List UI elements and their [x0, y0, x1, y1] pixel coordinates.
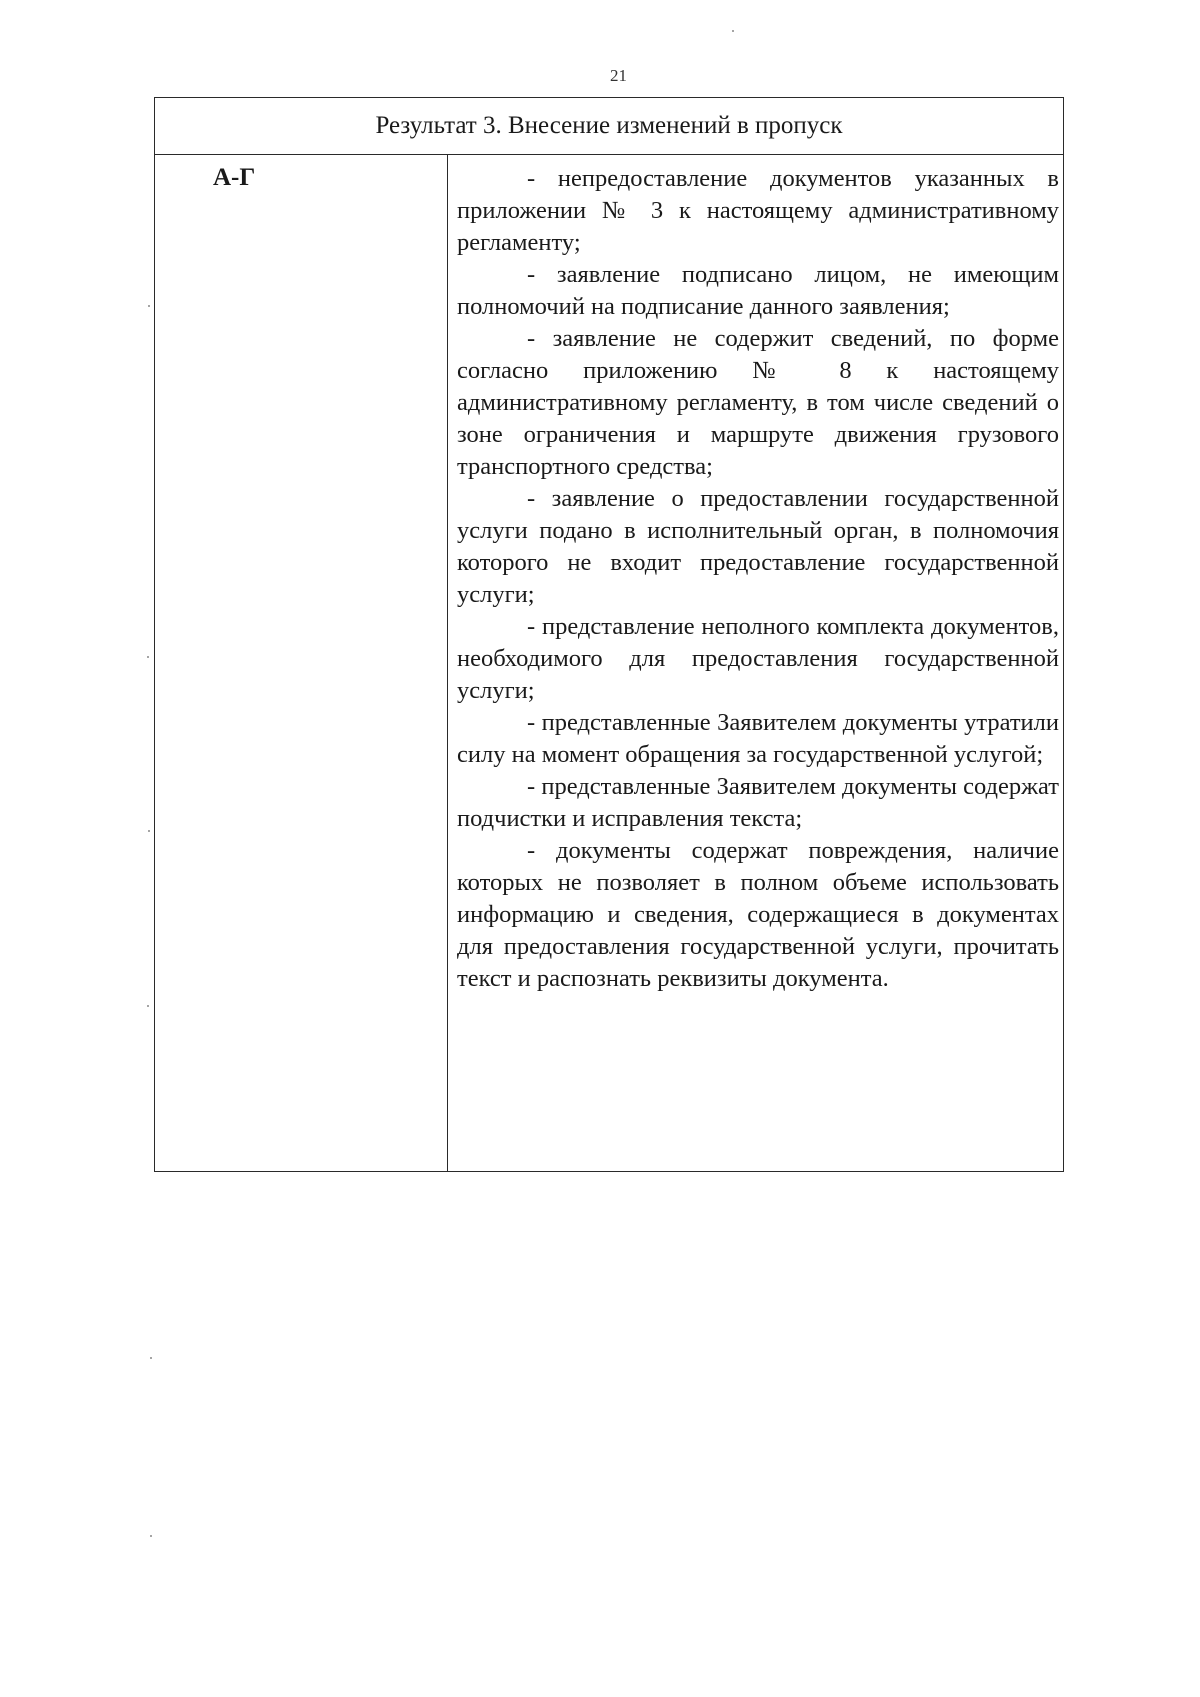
scan-artifact — [148, 830, 150, 832]
list-item: - представленные Заявителем документы содержат подчистки и исправления текста; — [457, 773, 1059, 832]
scan-artifact — [147, 1005, 149, 1007]
list-item: - заявление не содержит сведений, по форме согласно приложению № 8 к настоящему административному регламенту, в том числе сведений о зоне ограничения и маршруте движения грузового транспортного средства; — [457, 325, 1059, 480]
list-item: - представленные Заявителем документы утратили силу на момент обращения за государственной услугой; — [457, 709, 1059, 768]
list-item: - документы содержат повреждения, наличие которых не позволяет в полном объеме использовать информацию и сведения, содержащиеся в документах для предоставления государственной услуги, прочитать текст и распознать реквизиты документа. — [457, 837, 1059, 992]
table-header: Результат 3. Внесение изменений в пропуск — [155, 98, 1063, 155]
list-item: - заявление о предоставлении государственной услуги подано в исполнительный орган, в полномочия которого не входит предоставление государственной услуги; — [457, 485, 1059, 608]
table-left-column — [155, 154, 448, 1171]
scan-artifact — [732, 30, 734, 32]
table-right-column — [448, 154, 1063, 1171]
page-number: 21 — [610, 66, 627, 85]
scan-artifact — [150, 1357, 152, 1359]
scan-artifact — [150, 1535, 152, 1537]
list-item: - заявление подписано лицом, не имеющим полномочий на подписание данного заявления; — [457, 261, 1059, 320]
list-item: - непредоставление документов указанных в приложении № 3 к настоящему административному регламенту; — [457, 165, 1059, 256]
criteria-label: А-Г — [213, 164, 256, 191]
scan-artifact — [148, 305, 150, 307]
list-item: - представление неполного комплекта документов, необходимого для предоставления государственной услуги; — [457, 613, 1059, 704]
document-table — [154, 97, 1064, 1172]
scan-artifact — [147, 656, 149, 658]
